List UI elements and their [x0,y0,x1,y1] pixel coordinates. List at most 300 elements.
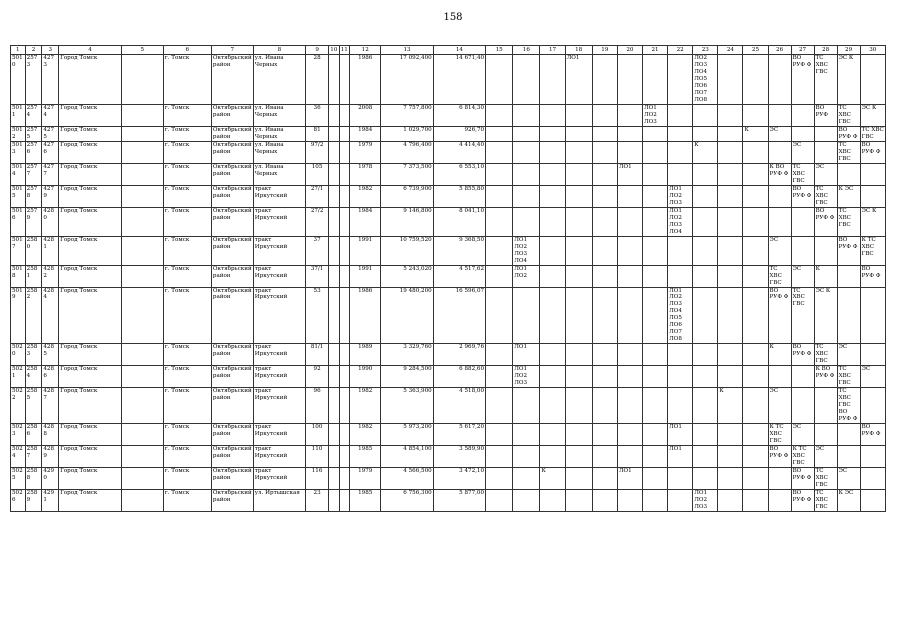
cell-col-11 [339,366,349,388]
cell-col-13: 9 146,800 [381,207,433,236]
cell-col-19 [592,388,617,424]
cell-col-29: ЭС К [837,55,860,105]
cell-col-18 [565,207,592,236]
cell-col-18 [565,366,592,388]
cell-col-27 [791,366,814,388]
cell-col-27 [791,207,814,236]
cell-col-16 [513,163,540,185]
cell-col-19 [592,424,617,446]
cell-col-3: 4273 [42,55,59,105]
cell-col-30: ЭС [860,366,885,388]
cell-col-24 [718,287,743,344]
cell-col-20 [617,236,642,265]
cell-col-20 [617,366,642,388]
cell-col-28: ВО РУФ Ф [814,207,837,236]
cell-col-21 [643,265,668,287]
cell-col-20: ЛО1 [617,468,642,490]
cell-col-9: 23 [306,490,329,512]
cell-col-4: Город Томск [59,104,122,126]
cell-col-26: ЭС [768,126,791,141]
cell-col-10 [329,265,339,287]
cell-col-20 [617,126,642,141]
cell-col-23 [693,424,718,446]
cell-col-2: 2584 [25,366,42,388]
cell-col-15 [486,468,513,490]
cell-col-22: ЛО1 ЛО2 ЛО3 [668,185,693,207]
cell-col-14: 3 589,90 [433,446,485,468]
cell-col-3: 4288 [42,424,59,446]
cell-col-4: Город Томск [59,468,122,490]
cell-col-13: 6 756,300 [381,490,433,512]
cell-col-29: К ЭС [837,490,860,512]
cell-col-7: Октябрьский район [211,163,253,185]
cell-col-18 [565,163,592,185]
cell-col-2: 2578 [25,185,42,207]
cell-col-26: ТС ХВС ГВС [768,265,791,287]
cell-col-11 [339,163,349,185]
cell-col-24 [718,185,743,207]
cell-col-18 [565,185,592,207]
cell-col-16: ЛО1 [513,344,540,366]
cell-col-28: К ВО РУФ Ф [814,366,837,388]
cell-col-25 [743,490,768,512]
cell-col-20 [617,446,642,468]
cell-col-20 [617,287,642,344]
cell-col-25 [743,366,768,388]
cell-col-9: 81 [306,126,329,141]
table-row [11,287,886,344]
cell-col-3: 4282 [42,265,59,287]
cell-col-13: 5 363,900 [381,388,433,424]
cell-col-8: тракт Иркутский [253,344,305,366]
cell-col-27 [791,126,814,141]
cell-col-27: ТС ХВС ГВС [791,287,814,344]
cell-col-18 [565,344,592,366]
cell-col-14: 16 596,07 [433,287,485,344]
cell-col-30: ВО РУФ Ф [860,265,885,287]
cell-col-15 [486,236,513,265]
column-number-11: 11 [340,46,348,53]
cell-col-2: 2586 [25,424,42,446]
cell-col-29 [837,163,860,185]
cell-col-26 [768,141,791,163]
cell-col-28: ТС ХВС ГВС [814,344,837,366]
cell-col-13: 3 329,760 [381,344,433,366]
cell-col-24 [718,344,743,366]
cell-col-18 [565,388,592,424]
cell-col-10 [329,490,339,512]
cell-col-15 [486,55,513,105]
cell-col-7: Октябрьский район [211,468,253,490]
cell-col-23 [693,446,718,468]
cell-col-3: 4281 [42,236,59,265]
cell-col-21 [643,55,668,105]
cell-col-3: 4274 [42,104,59,126]
cell-col-28 [814,141,837,163]
cell-col-29 [837,265,860,287]
cell-col-20 [617,344,642,366]
cell-col-13: 4 796,400 [381,141,433,163]
cell-col-4: Город Томск [59,163,122,185]
cell-col-24 [718,490,743,512]
cell-col-3: 4284 [42,287,59,344]
cell-col-19 [592,287,617,344]
cell-col-3: 4275 [42,126,59,141]
cell-col-11 [339,55,349,105]
cell-col-14: 6 814,30 [433,104,485,126]
cell-col-15 [486,207,513,236]
cell-col-16: ЛО1 ЛО2 ЛО3 ЛО4 [513,236,540,265]
column-number-21: 21 [643,46,668,55]
cell-col-5 [121,104,163,126]
cell-col-22: ЛО1 [668,424,693,446]
cell-col-20 [617,424,642,446]
cell-col-1: 5010 [11,55,26,105]
cell-col-27 [791,104,814,126]
cell-col-9: 27/1 [306,185,329,207]
cell-col-24 [718,207,743,236]
cell-col-13: 4 854,100 [381,446,433,468]
cell-col-1: 5015 [11,185,26,207]
cell-col-26: К ВО РУФ Ф [768,163,791,185]
cell-col-10 [329,388,339,424]
cell-col-22 [668,236,693,265]
cell-col-9: 105 [306,163,329,185]
cell-col-23 [693,388,718,424]
table-row [11,236,886,265]
cell-col-11 [339,424,349,446]
cell-col-4: Город Томск [59,446,122,468]
cell-col-26 [768,468,791,490]
cell-col-5 [121,490,163,512]
cell-col-11 [339,388,349,424]
cell-col-9: 37 [306,236,329,265]
column-number-18: 18 [565,46,592,55]
cell-col-27: ВО РУФ Ф [791,468,814,490]
cell-col-12: 1985 [350,446,381,468]
column-number-4: 4 [59,46,122,55]
cell-col-23: К [693,141,718,163]
cell-col-22: ЛО1 ЛО2 ЛО3 ЛО4 [668,207,693,236]
cell-col-1: 5025 [11,468,26,490]
cell-col-28 [814,126,837,141]
cell-col-22 [668,468,693,490]
cell-col-4: Город Томск [59,236,122,265]
cell-col-21 [643,126,668,141]
cell-col-14: 926,70 [433,126,485,141]
column-number-17: 17 [540,46,565,55]
cell-col-4: Город Томск [59,344,122,366]
cell-col-4: Город Томск [59,207,122,236]
cell-col-2: 2585 [25,388,42,424]
column-number-2: 2 [25,46,42,55]
cell-col-29: ВО РУФ Ф [837,126,860,141]
cell-col-27: ЭС [791,424,814,446]
cell-col-2: 2580 [25,236,42,265]
cell-col-7: Октябрьский район [211,55,253,105]
cell-col-17 [540,185,565,207]
cell-col-7: Октябрьский район [211,185,253,207]
cell-col-9: 36 [306,104,329,126]
cell-col-13: 10 759,520 [381,236,433,265]
cell-col-14: 14 671,40 [433,55,485,105]
cell-col-6: г. Томск [163,236,211,265]
page-number: 158 [443,12,463,23]
cell-col-30 [860,287,885,344]
cell-col-11 [339,185,349,207]
cell-col-29: ВО РУФ Ф [837,236,860,265]
cell-col-11 [339,287,349,344]
cell-col-13: 6 739,900 [381,185,433,207]
cell-col-26 [768,490,791,512]
column-number-row [11,46,886,55]
cell-col-8: ул. Ивана Черных [253,163,305,185]
table-row [11,207,886,236]
column-number-10: 10 [330,46,338,53]
cell-col-3: 4276 [42,141,59,163]
cell-col-5 [121,366,163,388]
cell-col-26 [768,185,791,207]
cell-col-2: 2588 [25,468,42,490]
cell-col-8: тракт Иркутский [253,287,305,344]
cell-col-26: К ТС ХВС ГВС [768,424,791,446]
cell-col-3: 4286 [42,366,59,388]
cell-col-25 [743,207,768,236]
cell-col-11 [339,344,349,366]
cell-col-12: 1989 [350,344,381,366]
column-number-20: 20 [617,46,642,55]
column-number-3: 3 [42,46,59,55]
cell-col-14: 4 518,00 [433,388,485,424]
column-number-9: 9 [306,46,329,55]
cell-col-21 [643,236,668,265]
cell-col-28: ЭС [814,163,837,185]
table-row [11,185,886,207]
cell-col-4: Город Томск [59,55,122,105]
cell-col-26: ВО РУФ Ф [768,446,791,468]
cell-col-3: 4277 [42,163,59,185]
cell-col-6: г. Томск [163,446,211,468]
cell-col-5 [121,185,163,207]
cell-col-4: Город Томск [59,185,122,207]
cell-col-3: 4289 [42,446,59,468]
cell-col-5 [121,141,163,163]
cell-col-2: 2577 [25,163,42,185]
cell-col-10 [329,236,339,265]
cell-col-15 [486,141,513,163]
cell-col-20 [617,388,642,424]
cell-col-12: 1985 [350,490,381,512]
cell-col-5 [121,126,163,141]
cell-col-29: К ЭС [837,185,860,207]
cell-col-15 [486,126,513,141]
cell-col-23 [693,265,718,287]
table-row [11,55,886,105]
cell-col-13: 7 757,800 [381,104,433,126]
cell-col-5 [121,207,163,236]
cell-col-10 [329,141,339,163]
cell-col-14: 9 368,50 [433,236,485,265]
cell-col-14: 2 969,76 [433,344,485,366]
cell-col-16 [513,207,540,236]
cell-col-5 [121,236,163,265]
cell-col-17 [540,236,565,265]
cell-col-6: г. Томск [163,468,211,490]
cell-col-22 [668,55,693,105]
cell-col-24 [718,468,743,490]
cell-col-25 [743,163,768,185]
cell-col-6: г. Томск [163,104,211,126]
cell-col-28: ЭС К [814,287,837,344]
cell-col-17 [540,207,565,236]
cell-col-8: ул. Ивана Черных [253,141,305,163]
cell-col-22 [668,141,693,163]
column-number-29: 29 [837,46,860,55]
column-number-27: 27 [791,46,814,55]
cell-col-18 [565,287,592,344]
column-number-25: 25 [743,46,768,55]
cell-col-23: ЛО2 ЛО3 ЛО4 ЛО5 ЛО6 ЛО7 ЛО8 [693,55,718,105]
cell-col-27: ВО РУФ Ф [791,185,814,207]
cell-col-7: Октябрьский район [211,366,253,388]
column-number-24: 24 [718,46,743,55]
column-number-8: 8 [253,46,305,55]
table-row [11,344,886,366]
column-number-19: 19 [592,46,617,55]
cell-col-18 [565,490,592,512]
cell-col-19 [592,141,617,163]
cell-col-26 [768,366,791,388]
cell-col-12: 1991 [350,265,381,287]
cell-col-24 [718,366,743,388]
cell-col-30 [860,185,885,207]
cell-col-19 [592,490,617,512]
cell-col-13: 5 973,200 [381,424,433,446]
column-number-5: 5 [121,46,163,55]
cell-col-25 [743,344,768,366]
cell-col-10 [329,163,339,185]
cell-col-13: 5 243,020 [381,265,433,287]
cell-col-12: 1990 [350,366,381,388]
cell-col-9: 92 [306,366,329,388]
table-row [11,366,886,388]
cell-col-1: 5018 [11,265,26,287]
cell-col-16 [513,141,540,163]
cell-col-10 [329,185,339,207]
cell-col-21 [643,344,668,366]
cell-col-8: ул. Ивана Черных [253,104,305,126]
cell-col-22 [668,490,693,512]
cell-col-2: 2573 [25,55,42,105]
cell-col-21 [643,388,668,424]
table-row [11,468,886,490]
cell-col-5 [121,265,163,287]
cell-col-26: ВО РУФ Ф [768,287,791,344]
cell-col-23 [693,163,718,185]
cell-col-25 [743,388,768,424]
cell-col-30: ВО РУФ Ф [860,141,885,163]
cell-col-25: К [743,126,768,141]
cell-col-19 [592,163,617,185]
cell-col-6: г. Томск [163,388,211,424]
table-row [11,424,886,446]
cell-col-16 [513,424,540,446]
cell-col-22 [668,104,693,126]
cell-col-5 [121,424,163,446]
cell-col-28: ТС ХВС ГВС [814,55,837,105]
table-row [11,490,886,512]
cell-col-28: ВО РУФ [814,104,837,126]
cell-col-28 [814,424,837,446]
cell-col-17: К [540,468,565,490]
cell-col-29 [837,424,860,446]
cell-col-20 [617,104,642,126]
cell-col-5 [121,287,163,344]
cell-col-15 [486,287,513,344]
cell-col-1: 5013 [11,141,26,163]
cell-col-10 [329,104,339,126]
cell-col-16: ЛО1 ЛО2 [513,265,540,287]
cell-col-27: ВО РУФ Ф [791,344,814,366]
cell-col-12: 1978 [350,163,381,185]
cell-col-26: ЭС [768,388,791,424]
cell-col-17 [540,388,565,424]
cell-col-30 [860,344,885,366]
cell-col-17 [540,344,565,366]
cell-col-16: ЛО1 ЛО2 ЛО3 [513,366,540,388]
cell-col-24 [718,55,743,105]
cell-col-8: тракт Иркутский [253,185,305,207]
cell-col-25 [743,287,768,344]
cell-col-19 [592,265,617,287]
cell-col-7: Октябрьский район [212,126,252,140]
cell-col-30 [860,446,885,468]
cell-col-6: г. Томск [163,207,211,236]
cell-col-2: 2581 [25,265,42,287]
cell-col-25 [743,446,768,468]
table-row [11,126,886,141]
cell-col-24 [718,141,743,163]
cell-col-4: Город Томск [59,126,122,141]
cell-col-10 [329,344,339,366]
cell-col-1: 5021 [11,366,26,388]
cell-col-5 [121,344,163,366]
cell-col-22 [668,126,693,141]
cell-col-21 [643,141,668,163]
cell-col-19 [592,236,617,265]
table-row [11,141,886,163]
cell-col-22 [668,366,693,388]
column-number-15: 15 [486,46,513,55]
cell-col-1: 5012 [11,126,26,141]
cell-col-25 [743,104,768,126]
cell-col-14: 5 617,20 [433,424,485,446]
cell-col-21 [643,424,668,446]
cell-col-13: 7 373,500 [381,163,433,185]
cell-col-12: 1984 [350,207,381,236]
cell-col-26: ЭС [768,236,791,265]
cell-col-13: 9 284,500 [381,366,433,388]
cell-col-21 [643,366,668,388]
cell-col-17 [540,287,565,344]
cell-col-12: 1979 [350,141,381,163]
cell-col-11 [339,141,349,163]
column-number-16: 16 [513,46,540,55]
cell-col-23: ЛО1 ЛО2 ЛО3 [693,490,718,512]
cell-col-18 [565,236,592,265]
cell-col-9: 100 [306,424,329,446]
cell-col-29 [837,446,860,468]
